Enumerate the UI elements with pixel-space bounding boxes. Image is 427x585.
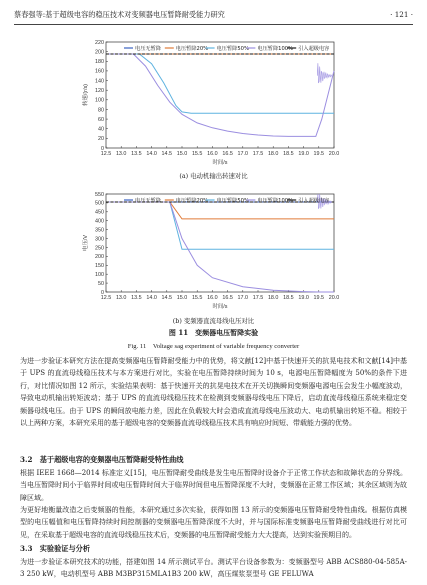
chart-a-ytick-label: 80 [98, 107, 104, 114]
chart-a-xtick-label: 15.0 [176, 151, 188, 157]
header-title: 蔡春强等:基于超级电容的稳压技术对变频器电压暂降耐受能力研究 [14, 10, 225, 19]
chart-a-legend-label-4: 电压暂降100% [257, 45, 293, 52]
chart-a [80, 38, 340, 168]
chart-a-xtick-label: 18.5 [283, 151, 294, 157]
chart-a-xtick-label: 16.5 [222, 151, 233, 157]
chart-b-caption: (b) 变频器直流母线电压对比 [172, 317, 255, 325]
chart-a-ylabel: 转速/(r/s) [83, 84, 89, 106]
chart-b [80, 190, 340, 312]
chart-b-ytick-label: 100 [95, 271, 104, 278]
chart-a-legend-label-5: 引入超级电容 [298, 45, 330, 52]
chart-b-ytick-label: 300 [95, 236, 104, 243]
chart-b-ytick-label: 50 [98, 280, 104, 287]
chart-b-xtick-label: 18.5 [283, 295, 294, 301]
chart-b-ytick-label: 450 [95, 209, 104, 216]
chart-b-xtick-label: 16.5 [222, 295, 233, 301]
chart-a-xtick-label: 15.5 [191, 151, 203, 157]
chart-b-xtick-label: 17.5 [252, 295, 264, 301]
chart-a-xtick-label: 13.5 [131, 151, 142, 157]
figure-caption-cn: 图 11 变频器电压暂降实验 [168, 328, 259, 337]
chart-a-xtick-label: 18.0 [267, 151, 279, 157]
chart-b-ytick-label: 200 [95, 254, 104, 261]
chart-a-ytick-label: 20 [98, 136, 104, 143]
chart-a-oscillation [317, 63, 332, 83]
chart-a-xtick-label: 13.0 [115, 151, 127, 157]
page-number: · 121 · [390, 10, 413, 19]
chart-a-xtick-label: 20.0 [328, 151, 340, 157]
chart-b-plot-frame [106, 194, 334, 292]
chart-b-series-line-4 [106, 202, 334, 292]
figure-caption-en: Fig. 11 Voltage sag experiment of variable frequency converter [127, 343, 300, 350]
chart-a-ytick-label: 200 [95, 49, 104, 56]
chart-a-ytick-label: 60 [98, 116, 104, 123]
chart-b-legend-label-2: 电压暂降20% [175, 197, 209, 204]
chart-a-xtick-label: 12.5 [100, 151, 112, 157]
chart-a-ytick-label: 220 [95, 39, 104, 46]
paragraph-2: 根据 IEEE 1668—2014 标准定义[15]，电压暂降耐受曲线是发生电压暂降时设备介于正常工作状态和故障状态的分界线。当电压暂降时间小于临界时间或电压暂降时间大于临界时间但电压暂降深度不大时，变频器在正常工作区域；其余区域则为故障区域。 [20, 469, 407, 502]
chart-b-xtick-label: 19.5 [313, 295, 325, 301]
chart-b-ytick-label: 500 [95, 200, 104, 207]
chart-a-xtick-label: 17.5 [252, 151, 264, 157]
chart-b-ytick-label: 350 [95, 227, 104, 234]
chart-a-xlabel: 时间/s [212, 160, 228, 166]
chart-a-ytick-label: 40 [98, 126, 104, 133]
chart-b-xtick-label: 13.5 [131, 295, 142, 301]
running-header [14, 8, 413, 22]
chart-a-ytick-label: 180 [95, 59, 104, 66]
chart-b-xtick-label: 19.0 [298, 295, 309, 301]
chart-b-xtick-label: 13.0 [115, 295, 127, 301]
chart-a-xtick-label: 19.5 [313, 151, 325, 157]
chart-a-legend-label-1: 电压无暂降 [135, 45, 161, 52]
chart-a-legend-label-2: 电压暂降20% [175, 45, 209, 52]
chart-a-ytick-label: 140 [95, 78, 104, 85]
chart-a-svg [80, 38, 340, 168]
chart-b-xtick-label: 14.0 [146, 295, 157, 301]
chart-b-xtick-label: 20.0 [328, 295, 340, 301]
chart-b-xlabel: 时间/s [212, 304, 228, 310]
chart-b-svg [80, 190, 340, 312]
chart-b-xtick-label: 14.5 [161, 295, 173, 301]
chart-b-series-line-3 [106, 202, 334, 249]
chart-b-series-line-2 [106, 202, 334, 219]
chart-b-xtick-label: 17.0 [237, 295, 249, 301]
chart-b-xtick-label: 15.0 [176, 295, 188, 301]
chart-b-ytick-label: 550 [95, 191, 104, 198]
chart-b-ytick-label: 150 [95, 263, 104, 270]
chart-a-xtick-label: 14.0 [146, 151, 157, 157]
chart-a-legend-label-3: 电压暂降50% [216, 45, 249, 52]
paragraph-3: 为更好地衡量改造之后变频器的性能，本研究通过多次实验，获得如图 13 所示的变频器电压暂降耐受特性曲线。根据仿真模型的电压幅值和电压暂降持续时间控制器的变频器电压暂降深度不大时，并与国际标准变频器电压暂降耐受曲线进行对比可见，在采取基于超级电容的直流母线稳压技术后，变频器的电压暂降耐受能力大大提高，达到实验预期目的。 [20, 506, 407, 539]
chart-b-ytick-label: 0 [101, 289, 104, 296]
paragraph-1: 为进一步验证本研究方法在提高变频器电压暂降耐受能力中的优势，将文献[12]中基于快速开关的抗晃电技术和文献[14]中基于 UPS 的直流母线稳压技术与本方案进行对比，实验在电压暂降持续时间为 10 s，电源电压暂降幅度为 50%的条件下进行，对比情况如图 12 所示，实验结果表明：基于快速开关的抗晃电技术在开关切换瞬间变频器电源电压会发生小幅度波动，导致电动机输出转矩波动；基于 UPS 的直流母线稳压技术在检测到变频器母线电压下降后，启动直流母线稳压系统来稳定变频器母线电压。由于 UPS 的瞬间放电能力差，因此在负载较大时会造成直流母线电压波动大、电动机输出转矩不稳。相较于以上两种方案，本研究采用的基于超级电容的变频器直流母线稳压技术具有响应时间短、带载能力强的优势。 [20, 357, 407, 428]
chart-a-xtick-label: 16.0 [207, 151, 218, 157]
paragraph-4: 为进一步验证本研究技术的功能，搭建如图 14 所示测试平台。测试平台设备参数为：变频器型号 ABB ACS880-04-585A-3 250 kW，电动机型号 ABB M3BP315MLA1B3 200 kW，高压煤浆泵型号 GE FELUWA [20, 558, 407, 579]
chart-b-ytick-label: 250 [95, 245, 104, 252]
chart-b-legend-label-3: 电压暂降50% [216, 197, 249, 204]
chart-a-xtick-label: 17.0 [237, 151, 249, 157]
chart-a-ytick-label: 120 [95, 87, 104, 94]
header-rule [14, 24, 413, 25]
chart-a-plot-frame [106, 42, 334, 148]
chart-b-xtick-label: 15.5 [191, 295, 203, 301]
chart-b-xtick-label: 12.5 [100, 295, 112, 301]
chart-b-xtick-label: 16.0 [207, 295, 218, 301]
chart-a-series-line-3 [106, 54, 334, 113]
chart-b-legend-label-5: 引入超级电容 [298, 197, 330, 204]
chart-b-legend-label-4: 电压暂降100% [257, 197, 293, 204]
chart-a-caption: (a) 电动机输出转速对比 [179, 172, 248, 180]
chart-a-ytick-label: 100 [95, 97, 104, 104]
chart-a-xtick-label: 14.5 [161, 151, 173, 157]
section-3-2-heading: 3.2 基于超级电容的变频器电压暂降耐受特性曲线 [20, 455, 184, 464]
chart-a-xtick-label: 19.0 [298, 151, 309, 157]
chart-b-legend-label-1: 电压无暂降 [135, 197, 161, 204]
chart-a-ytick-label: 160 [95, 68, 104, 75]
chart-b-xtick-label: 18.0 [267, 295, 279, 301]
chart-a-ytick-label: 0 [101, 145, 104, 152]
chart-a-series-line-4 [106, 54, 334, 136]
section-3-3-heading: 3.3 实验验证与分析 [20, 544, 91, 553]
chart-b-ylabel: 电压/V [83, 235, 89, 251]
chart-b-ytick-label: 400 [95, 218, 104, 225]
